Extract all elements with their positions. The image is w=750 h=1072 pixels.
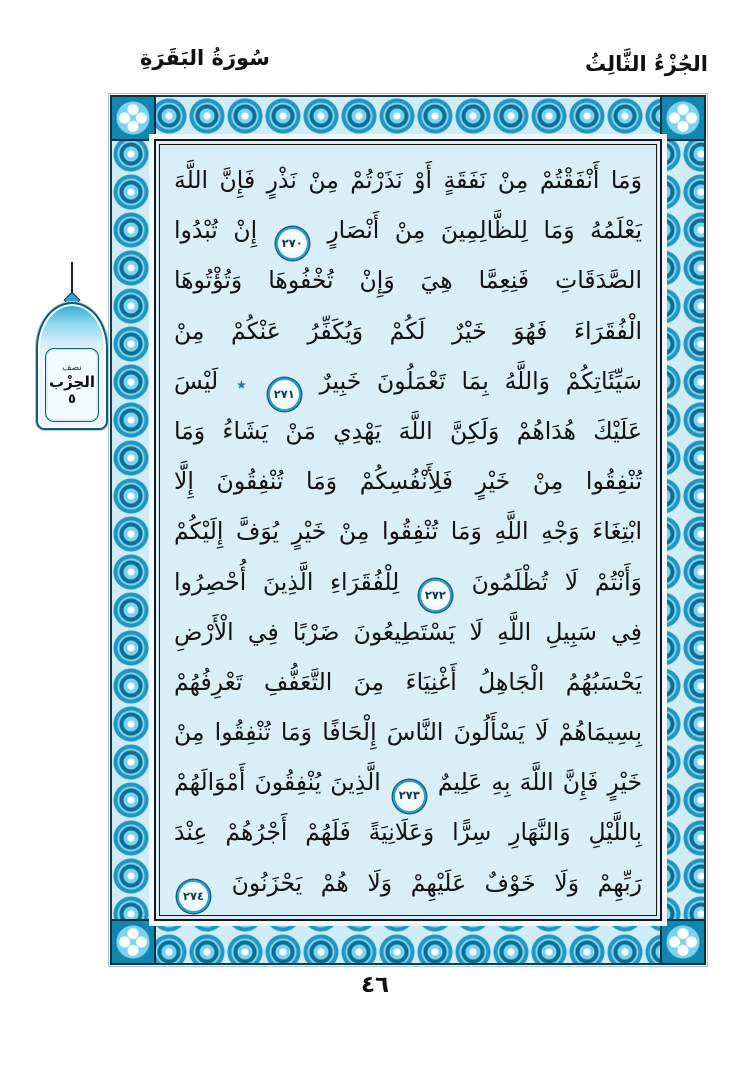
- quran-text: تُنْفِقُوا مِنْ خَيْرٍ فَلِأَنْفُسِكُمْ وَمَا تُنْفِقُونَ إِلَّا: [174, 467, 642, 496]
- mushaf-line: [174, 657, 642, 707]
- mushaf-text: [154, 139, 662, 921]
- quran-text: الصَّدَقَاتِ فَنِعِمَّا هِيَ وَإِنْ تُخْفُوهَا وَتُؤْتُوهَا: [174, 266, 642, 295]
- mushaf-line: [174, 807, 642, 857]
- quran-text: يَحْسَبُهُمُ الْجَاهِلُ أَغْنِيَاءَ مِنَ التَّعَفُّفِ تَعْرِفُهُمْ: [174, 667, 642, 696]
- mushaf-line: [174, 205, 642, 255]
- juz-title: الجُزْءُ الثَّالِثُ: [585, 52, 708, 76]
- quran-text: الْفُقَرَاءَ فَهُوَ خَيْرٌ لَكُمْ وَيُكَفِّرُ عَنْكُمْ مِنْ: [174, 316, 642, 345]
- frame-corner-ornament: [110, 919, 156, 965]
- mushaf-line: [174, 707, 642, 757]
- quran-text: عَلَيْكَ هُدَاهُمْ وَلَكِنَّ اللَّهَ يَهْدِي مَنْ يَشَاءُ وَمَا: [174, 416, 642, 445]
- mushaf-line: [174, 607, 642, 657]
- quran-text: وَأَنْتُمْ لَا تُظْلَمُونَ: [471, 567, 642, 596]
- mushaf-line: [174, 155, 642, 205]
- ayah-number: ٢٧٠: [281, 236, 303, 251]
- hizb-half-word: نصف: [62, 363, 82, 374]
- page-number: ٤٦: [360, 972, 390, 998]
- quran-text: الَّذِينَ يُنْفِقُونَ أَمْوَالَهُمْ: [174, 768, 381, 797]
- quran-text: فِي سَبِيلِ اللَّهِ لَا يَسْتَطِيعُونَ ضَرْبًا فِي الْأَرْضِ: [174, 617, 642, 646]
- hizb-dome-ornament: [36, 302, 108, 430]
- mushaf-line: [174, 255, 642, 305]
- mushaf-line: [174, 456, 642, 506]
- mushaf-line: [174, 557, 642, 607]
- quran-text: إِنْ تُبْدُوا: [174, 216, 258, 245]
- frame-corner-ornament: [660, 919, 706, 965]
- hizb-word: الحِزْب: [49, 373, 95, 392]
- ornamental-border-frame: [110, 95, 706, 965]
- ayah-number: ٢٧٤: [182, 888, 205, 903]
- quran-text: بِسِيمَاهُمْ لَا يَسْأَلُونَ النَّاسَ إِلْحَافًا وَمَا تُنْفِقُوا مِنْ: [174, 718, 642, 747]
- quran-text: سَيِّئَاتِكُمْ وَاللَّهُ بِمَا تَعْمَلُونَ خَبِيرٌ: [319, 366, 642, 395]
- quran-text: يَعْلَمُهُ وَمَا لِلظَّالِمِينَ مِنْ أَنْصَارٍ: [327, 216, 642, 245]
- quran-text: ابْتِغَاءَ وَجْهِ اللَّهِ وَمَا تُنْفِقُوا مِنْ خَيْرٍ يُوَفَّ إِلَيْكُمْ: [174, 517, 642, 546]
- mushaf-line: [174, 406, 642, 456]
- quran-text: وَمَا أَنْفَقْتُمْ مِنْ نَفَقَةٍ أَوْ نَذَرْتُمْ مِنْ نَذْرٍ فَإِنَّ اللَّهَ: [174, 166, 642, 194]
- ayah-marker: [177, 880, 210, 913]
- ayah-number: ٢٧٢: [424, 587, 446, 602]
- mushaf-line: [174, 356, 642, 406]
- surah-title: سُورَةُ البَقَرَةِ: [140, 46, 270, 70]
- ayah-number: ٢٧١: [273, 386, 295, 401]
- quran-text: بِاللَّيْلِ وَالنَّهَارِ سِرًّا وَعَلَانِيَةً فَلَهُمْ أَجْرُهُمْ عِنْدَ: [174, 818, 642, 847]
- mushaf-line: [174, 858, 642, 908]
- frame-corner-ornament: [660, 95, 706, 141]
- quran-text: لِلْفُقَرَاءِ الَّذِينَ أُحْصِرُوا: [174, 567, 400, 596]
- mushaf-line: [174, 306, 642, 356]
- rub-el-hizb-icon: ٭: [236, 371, 247, 396]
- hizb-shield: [45, 348, 99, 422]
- mushaf-line: [174, 506, 642, 556]
- hizb-number: ٥: [68, 391, 76, 407]
- hizb-marker: [28, 262, 116, 430]
- mushaf-line: [174, 757, 642, 807]
- frame-corner-ornament: [110, 95, 156, 141]
- quran-text: رَبِّهِمْ وَلَا خَوْفٌ عَلَيْهِمْ وَلَا هُمْ يَحْزَنُونَ: [231, 868, 642, 897]
- quran-text: لَيْسَ: [174, 366, 219, 395]
- quran-text: خَيْرٍ فَإِنَّ اللَّهَ بِهِ عَلِيمٌ: [437, 768, 642, 797]
- ayah-number: ٢٧٣: [398, 788, 420, 803]
